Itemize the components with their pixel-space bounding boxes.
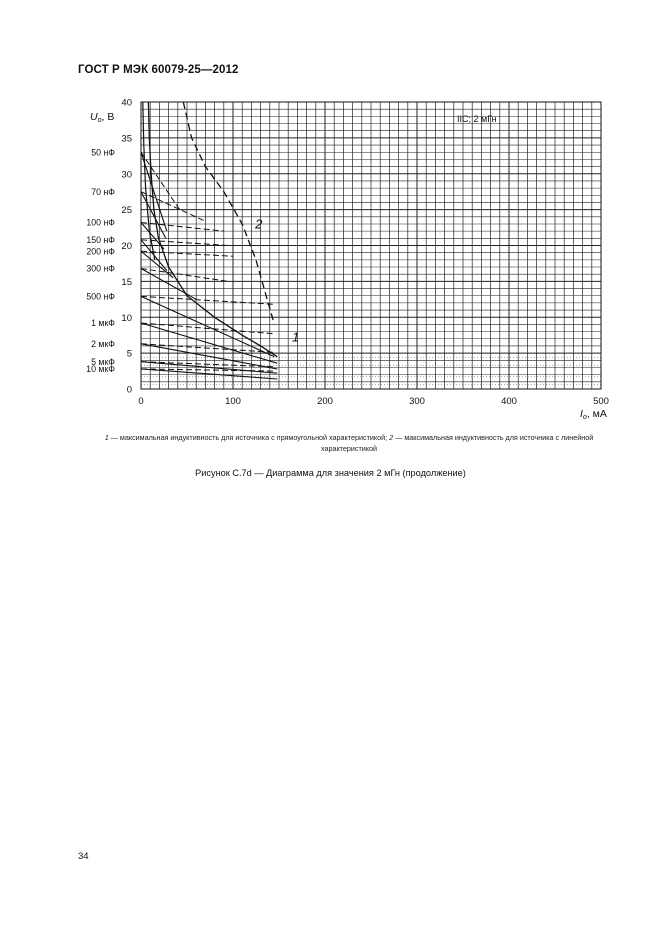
chart-annotation: IIC; 2 мГн (457, 114, 497, 124)
footnote-number-2: 2 (389, 433, 394, 442)
figure-footnote (78, 433, 620, 454)
footnote-number-1: 1 (104, 433, 109, 442)
y-tick-label: 40 (121, 97, 132, 109)
page-number: 34 (78, 851, 89, 862)
x-tick-label: 500 (593, 396, 609, 407)
capacitance-label: 150 нФ (86, 234, 115, 245)
capacitance-label: 100 нФ (86, 217, 115, 228)
x-tick-label: 400 (501, 396, 517, 407)
capacitance-line-dashed (141, 269, 228, 282)
capacitance-label: 300 нФ (86, 263, 115, 274)
capacitance-label: 200 нФ (86, 246, 115, 257)
x-tick-label: 300 (409, 396, 425, 407)
figure-caption: Рисунок С.7d — Диаграмма для значения 2 мГн (продолжение) (195, 468, 466, 478)
y-tick-label: 25 (121, 205, 132, 217)
y-axis-label: Uo, В (90, 111, 115, 124)
chart-axes (86, 98, 609, 422)
capacitance-label: 1 мкФ (91, 318, 115, 329)
x-tick-label: 100 (225, 396, 241, 407)
footnote-text-2: — максимальная индуктивность для источника с линейной характеристикой (320, 433, 594, 453)
capacitance-line-solid (141, 344, 277, 369)
y-tick-label: 35 (121, 133, 132, 145)
inductance-chart (0, 0, 661, 430)
y-tick-label: 0 (126, 384, 132, 396)
capacitance-line-dashed (141, 240, 228, 246)
y-tick-label: 15 (121, 276, 132, 288)
curve-label: 1 (291, 329, 300, 345)
chart-grid (141, 102, 601, 389)
capacitance-label: 2 мкФ (91, 338, 115, 349)
x-tick-label: 200 (317, 396, 333, 407)
y-tick-label: 10 (121, 312, 132, 324)
x-tick-label: 0 (138, 396, 144, 407)
capacitance-label: 10 мкФ (86, 364, 115, 375)
curve-label: 2 (255, 216, 263, 232)
capacitance-label: 5 мкФ (91, 356, 115, 367)
y-tick-label: 20 (121, 241, 132, 252)
footnote-text-1: — максимальная индуктивность для источника с прямоугольной характеристикой; (108, 433, 390, 442)
capacitance-label: 500 нФ (86, 291, 115, 302)
y-tick-label: 30 (121, 169, 132, 181)
document-header: ГОСТ Р МЭК 60079-25—2012 (78, 64, 239, 76)
x-axis-label: Io, мА (580, 408, 607, 421)
chart-series (141, 102, 299, 379)
capacitance-label: 70 нФ (91, 186, 115, 197)
capacitance-label: 50 нФ (91, 147, 115, 158)
y-tick-label: 5 (126, 348, 132, 360)
